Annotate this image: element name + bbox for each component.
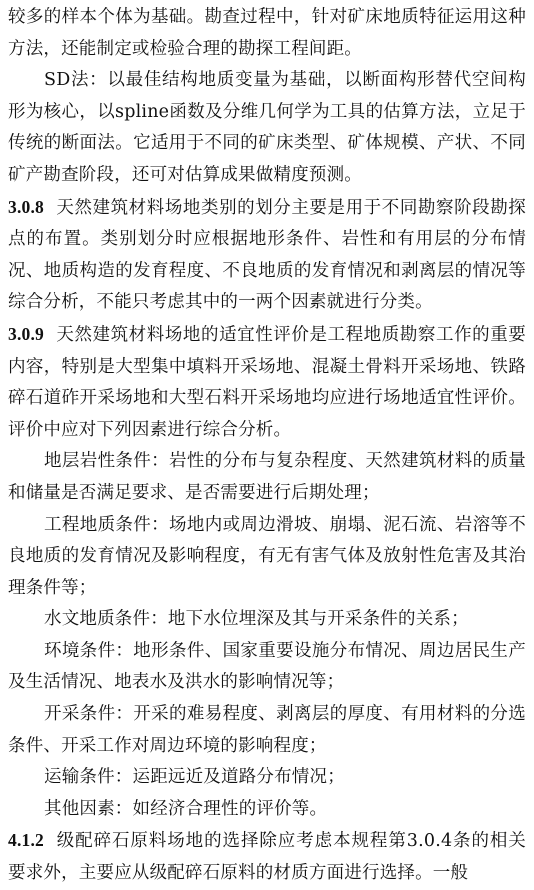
section-number: 3.0.8 xyxy=(8,196,44,217)
item-stratum-lithology xyxy=(8,446,526,509)
paragraph-text: 水文地质条件：地下水位埋深及其与开采条件的关系； xyxy=(44,609,469,630)
item-engineering-geology xyxy=(8,510,526,605)
section-number: 4.1.2 xyxy=(8,830,44,851)
paragraph-sd-method xyxy=(8,65,526,191)
paragraph-text: 运输条件：运距远近及道路分布情况； xyxy=(44,767,345,788)
item-hydrogeology xyxy=(8,604,526,636)
section-number: 3.0.9 xyxy=(8,323,44,344)
paragraph-text: 较多的样本个体为基础。勘查过程中，针对矿床地质特征运用这种方法，还能制定或检验合理的勘探工程间距。 xyxy=(8,7,526,59)
item-other-factors xyxy=(8,794,526,826)
paragraph-text: SD法：以最佳结构地质变量为基础，以断面构形替代空间构形为核心，以spline函数及分维几何学为工具的估算方法，立足于传统的断面法。它适用于不同的矿床类型、矿体规模、产状、不同矿产勘查阶段，还可对估算成果做精度预测。 xyxy=(8,70,526,185)
item-transport xyxy=(8,762,526,794)
item-environment xyxy=(8,636,526,699)
paragraph-continuation xyxy=(8,2,526,65)
clause-3-0-8 xyxy=(8,192,526,319)
paragraph-text: 天然建筑材料场地的适宜性评价是工程地质勘察工作的重要内容，特别是大型集中填料开采场地、混凝土骨料开采场地、铁路碎石道砟开采场地和大型石料开采场地均应进行场地适宜性评价。评价中应对下列因素进行综合分析。 xyxy=(8,324,526,440)
paragraph-text: 其他因素：如经济合理性的评价等。 xyxy=(44,798,328,819)
paragraph-text: 地层岩性条件：岩性的分布与复杂程度、天然建筑材料的质量和储量是否满足要求、是否需要进行后期处理； xyxy=(8,451,526,503)
clause-3-0-9 xyxy=(8,319,526,446)
clause-4-1-2 xyxy=(8,825,526,889)
item-mining-conditions xyxy=(8,699,526,762)
paragraph-text: 开采条件：开采的难易程度、剥离层的厚度、有用材料的分选条件、开采工作对周边环境的影响程度； xyxy=(8,704,526,756)
paragraph-text: 环境条件：地形条件、国家重要设施分布情况、周边居民生产及生活情况、地表水及洪水的影响情况等； xyxy=(8,640,526,693)
paragraph-text: 天然建筑材料场地类别的划分主要是用于不同勘察阶段勘探点的布置。类别划分时应根据地形条件、岩性和有用层的分布情况、地质构造的发育程度、不良地质的发育情况和剥离层的情况等综合分析，不能只考虑其中的一两个因素就进行分类。 xyxy=(8,197,526,313)
paragraph-text: 级配碎石原料场地的选择除应考虑本规程第3.0.4条的相关要求外，主要应从级配碎石原料的材质方面进行选择。一般 xyxy=(8,831,526,884)
paragraph-text: 工程地质条件：场地内或周边滑坡、崩塌、泥石流、岩溶等不良地质的发育情况及影响程度，有无有害气体及放射性危害及其治理条件等； xyxy=(8,514,526,598)
